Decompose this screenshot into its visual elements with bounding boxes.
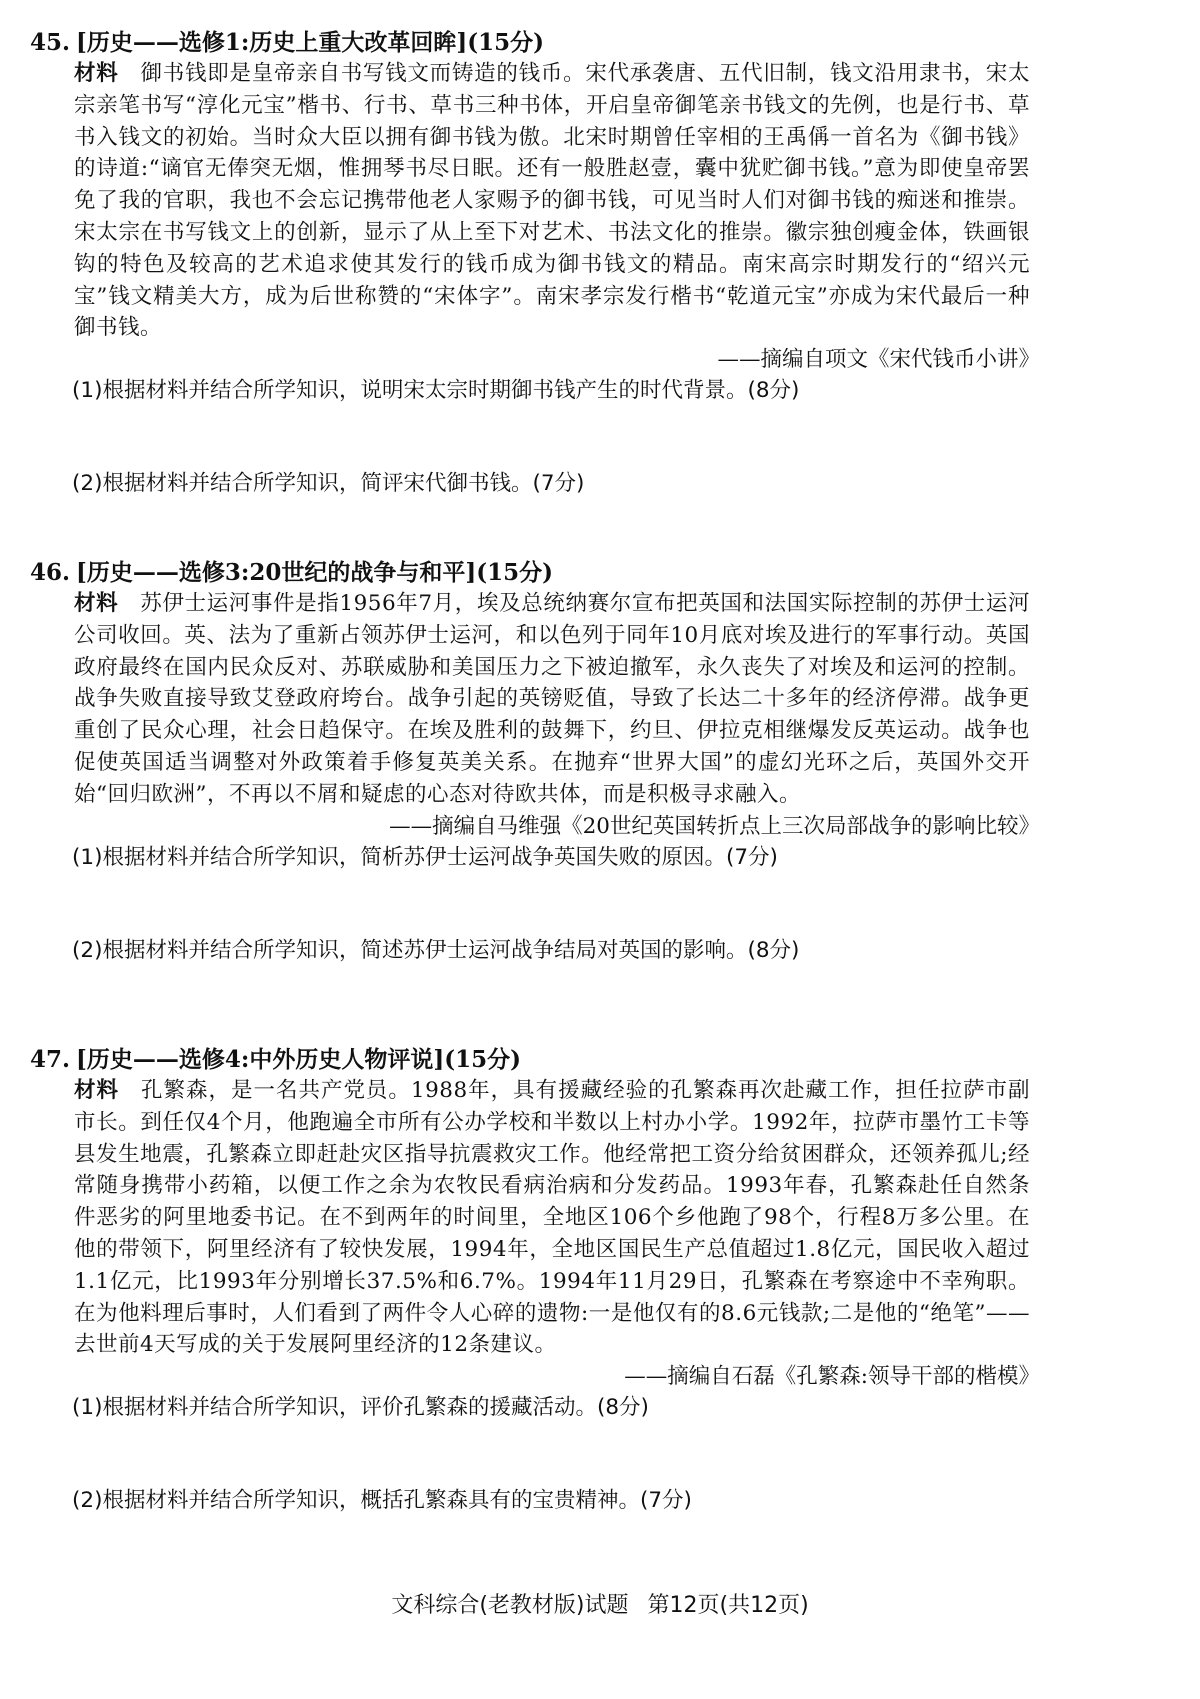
sub-question-2: (2)根据材料并结合所学知识，简评宋代御书钱。(7分) — [72, 471, 585, 497]
sub-question-1: (1)根据材料并结合所学知识，说明宋太宗时期御书钱产生的时代背景。(8分) — [72, 378, 800, 404]
material-source: ——摘编自石磊《孔繁森:领导干部的楷模》 — [624, 1364, 1040, 1390]
material-body: 苏伊士运河事件是指1956年7月，埃及总统纳赛尔宣布把英国和法国实际控制的苏伊士运河公司收回。英、法为了重新占领苏伊士运河，和以色列于同年10月底对埃及进行的军事行动。英国政府最终在国内民众反对、苏联威胁和美国压力之下被迫撤军，永久丧失了对埃及和运河的控制。战争失败直接导致艾登政府垮台。战争引起的英镑贬值，导致了长达二十多年的经济停滞。战争更重创了民众心理，社会日趋保守。在埃及胜利的鼓舞下，约旦、伊拉克相继爆发反英运动。战争也促使英国适当调整对外政策着手修复英美关系。在抛弃“世界大国”的虚幻光环之后，英国外交开始“回归欧洲”，不再以不屑和疑虑的心态对待欧共体，而是积极寻求融入。 — [74, 591, 1030, 807]
question-number: 47. — [30, 1046, 71, 1073]
question-47 — [30, 1045, 1040, 1516]
material-text — [74, 1075, 1030, 1361]
exam-name: 文科综合(老教材版)试题 — [391, 1593, 629, 1618]
sub-question-2: (2)根据材料并结合所学知识，概括孔繁森具有的宝贵精神。(7分) — [72, 1488, 692, 1514]
question-45 — [30, 28, 1040, 499]
question-title — [30, 1045, 1030, 1075]
material-source: ——摘编自项文《宋代钱币小讲》 — [717, 347, 1040, 373]
sub-question-1: (1)根据材料并结合所学知识，评价孔繁森的援藏活动。(8分) — [72, 1395, 649, 1421]
sub-question-1: (1)根据材料并结合所学知识，简析苏伊士运河战争英国失败的原因。(7分) — [72, 844, 778, 870]
material-text — [74, 588, 1030, 811]
question-46 — [30, 558, 1040, 966]
question-number: 45. — [30, 29, 71, 56]
question-title — [30, 558, 1030, 588]
material-body: 孔繁森，是一名共产党员。1988年，具有援藏经验的孔繁森再次赴藏工作，担任拉萨市副市长。到任仅4个月，他跑遍全市所有公办学校和半数以上村办小学。1992年，拉萨市墨竹工卡等县发生地震，孔繁森立即赶赴灾区指导抗震救灾工作。他经常把工资分给贫困群众，还领养孤儿;经常随身携带小药箱，以便工作之余为农牧民看病治病和分发药品。1993年春，孔繁森赴任自然条件恶劣的阿里地委书记。在不到两年的时间里，全地区106个乡他跑了98个，行程8万多公里。在他的带领下，阿里经济有了较快发展，1994年，全地区国民生产总值超过1.8亿元，国民收入超过1.1亿元，比1993年分别增长37.5%和6.7%。1994年11月29日，孔繁森在考察途中不幸殉职。在为他料理后事时，人们看到了两件令人心碎的遗物:一是他仅有的8.6元钱款;二是他的“绝笔”——去世前4天写成的关于发展阿里经济的12条建议。 — [74, 1078, 1030, 1358]
question-heading: [历史——选修4:中外历史人物评说](15分) — [76, 1046, 522, 1073]
material-body: 御书钱即是皇帝亲自书写钱文而铸造的钱币。宋代承袭唐、五代旧制，钱文沿用隶书，宋太宗亲笔书写“淳化元宝”楷书、行书、草书三种书体，开启皇帝御笔亲书钱文的先例，也是行书、草书入钱文的初始。当时众大臣以拥有御书钱为傲。北宋时期曾任宰相的王禹偁一首名为《御书钱》的诗道:“谪官无俸突无烟，惟拥琴书尽日眠。还有一般胜赵壹，囊中犹贮御书钱。”意为即使皇帝罢免了我的官职，我也不会忘记携带他老人家赐予的御书钱，可见当时人们对御书钱的痴迷和推崇。宋太宗在书写钱文上的创新，显示了从上至下对艺术、书法文化的推崇。徽宗独创瘦金体，铁画银钩的特色及较高的艺术追求使其发行的钱币成为御书钱文的精品。南宋高宗时期发行的“绍兴元宝”钱文精美大方，成为后世称赞的“宋体字”。南宋孝宗发行楷书“乾道元宝”亦成为宋代最后一种御书钱。 — [74, 61, 1030, 341]
material-label: 材料 — [74, 591, 119, 616]
material-text — [74, 58, 1030, 344]
page-footer — [0, 1588, 1200, 1619]
material-source: ——摘编自马维强《20世纪英国转折点上三次局部战争的影响比较》 — [389, 813, 1040, 839]
material-label: 材料 — [74, 1078, 119, 1103]
question-heading: [历史——选修1:历史上重大改革回眸](15分) — [76, 29, 545, 56]
material-label: 材料 — [74, 61, 119, 86]
sub-question-2: (2)根据材料并结合所学知识，简述苏伊士运河战争结局对英国的影响。(8分) — [72, 937, 800, 963]
page-number: 第12页(共12页) — [647, 1593, 809, 1618]
question-title — [30, 28, 1030, 58]
question-heading: [历史——选修3:20世纪的战争与和平](15分) — [76, 559, 554, 586]
question-number: 46. — [30, 559, 71, 586]
